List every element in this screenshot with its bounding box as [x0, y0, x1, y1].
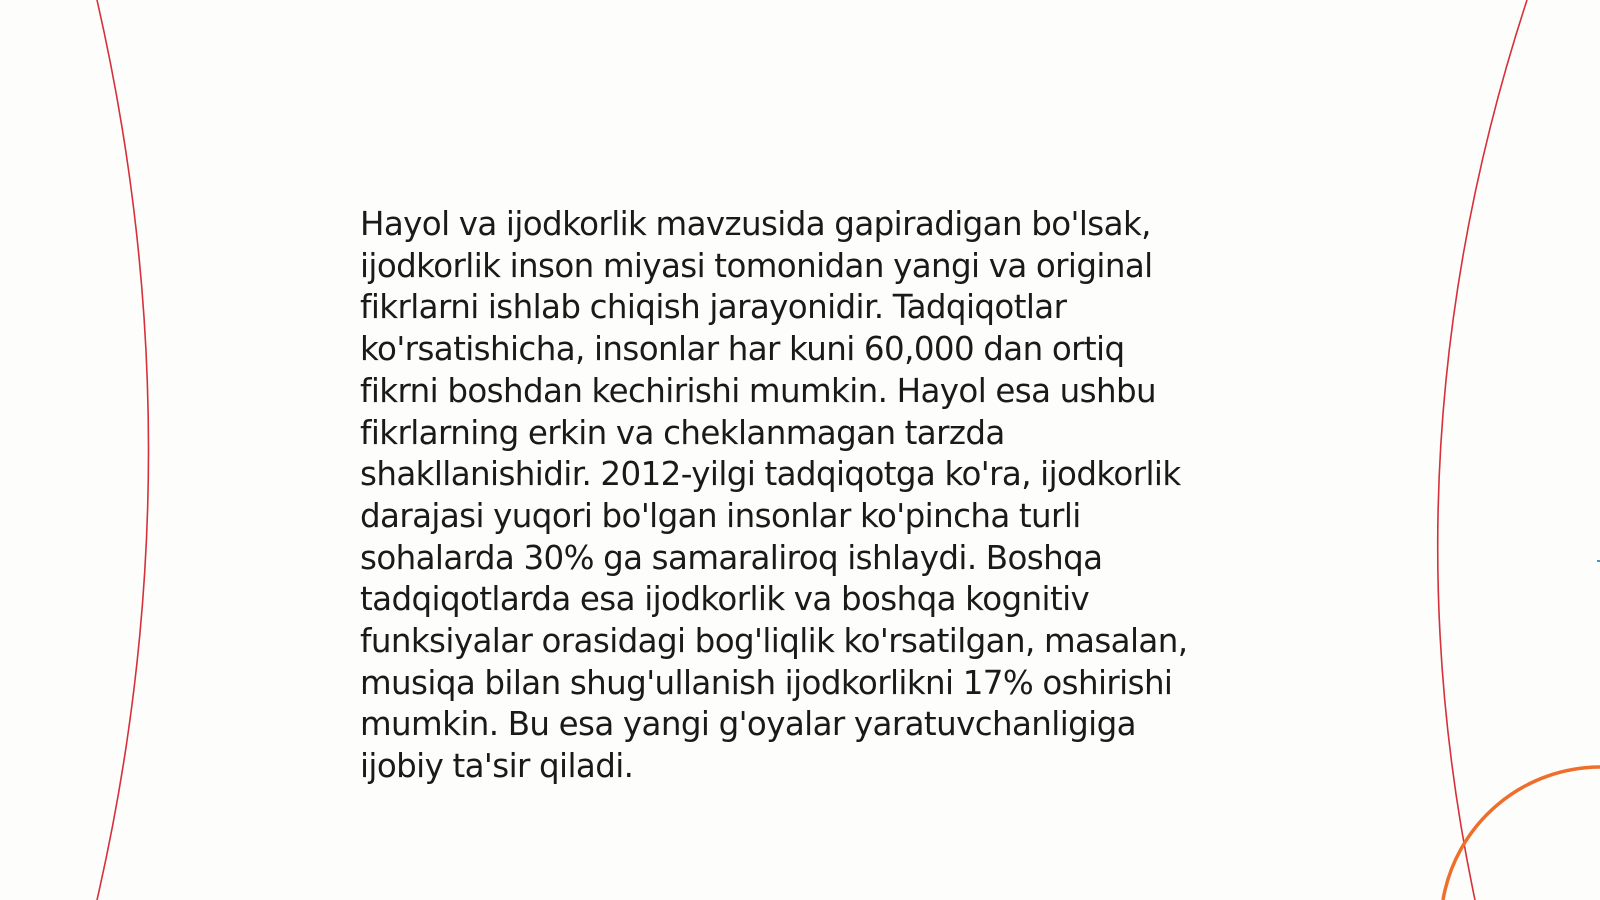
paragraph-line: shakllanishidir. 2012-yilgi tadqiqotga ko'ra, ijodkorlik: [360, 455, 1181, 494]
paragraph-line: fikrlarning erkin va cheklanmagan tarzda: [360, 413, 1005, 452]
paragraph-line: Hayol va ijodkorlik mavzusida gapiradigan bo'lsak,: [360, 205, 1151, 243]
paragraph-line: mumkin. Bu esa yangi g'oyalar yaratuvchanligiga: [360, 705, 1136, 744]
paragraph-line: sohalarda 30% ga samaraliroq ishlaydi. Boshqa: [360, 538, 1103, 577]
right-red-arc: [1438, 0, 1527, 900]
paragraph-line: musiqa bilan shug'ullanish ijodkorlikni 17% oshirishi: [360, 663, 1173, 702]
left-red-arc: [97, 0, 149, 900]
paragraph-line: fikrlarni ishlab chiqish jarayonidir. Tadqiqotlar: [360, 288, 1067, 327]
paragraph-line: ijobiy ta'sir qiladi.: [360, 747, 634, 786]
paragraph-line: tadqiqotlarda esa ijodkorlik va boshqa kognitiv: [360, 580, 1090, 619]
paragraph-line: fikrni boshdan kechirishi mumkin. Hayol esa ushbu: [360, 371, 1156, 410]
paragraph-line: ko'rsatishicha, insonlar har kuni 60,000 dan ortiq: [360, 330, 1125, 369]
orange-arc: [1443, 767, 1600, 900]
main-paragraph: [360, 204, 1240, 788]
paragraph-line: ijodkorlik inson miyasi tomonidan yangi va original: [360, 246, 1153, 285]
paragraph-line: funksiyalar orasidagi bog'liqlik ko'rsatilgan, masalan,: [360, 622, 1188, 661]
paragraph-line: darajasi yuqori bo'lgan insonlar ko'pincha turli: [360, 496, 1081, 535]
